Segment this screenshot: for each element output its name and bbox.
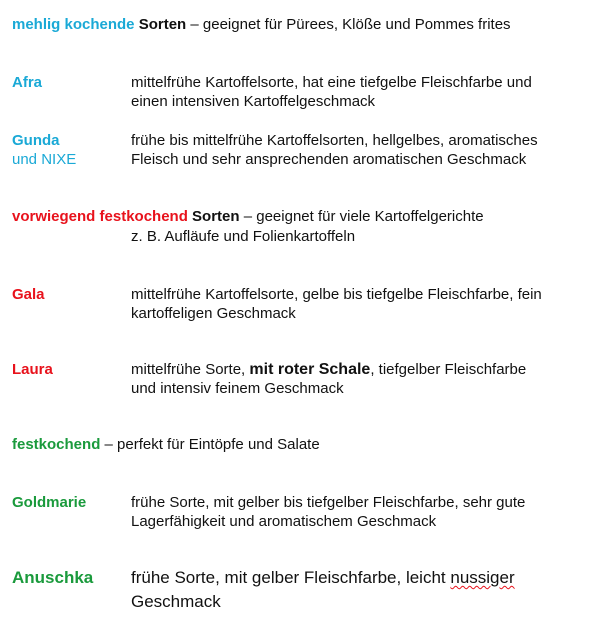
variety-desc-gunda-line2: Fleisch und sehr ansprechenden aromatischen Geschmack <box>131 151 527 168</box>
section-heading-vorwiegend <box>12 207 484 227</box>
variety-name-anuschka: Anuschka <box>12 568 94 587</box>
variety-name-afra: Afra <box>12 74 43 91</box>
sorten-label: Sorten <box>192 208 240 225</box>
variety-desc-gunda-line1: frühe bis mittelfrühe Kartoffelsorten, hellgelbes, aromatisches <box>131 132 538 149</box>
variety-name-laura: Laura <box>12 361 53 378</box>
desc-highlight: mit roter Schale <box>249 361 371 378</box>
variety-name-gunda: Gunda <box>12 132 60 149</box>
variety-desc-goldmarie-line2: Lagerfähigkeit und aromatischem Geschmack <box>131 513 437 530</box>
variety-desc-laura-line2: und intensiv feinem Geschmack <box>131 380 344 397</box>
variety-desc-afra-line1: mittelfrühe Kartoffelsorte, hat eine tiefgelbe Fleischfarbe und <box>131 74 532 91</box>
section-heading-fest <box>12 435 320 455</box>
variety-name-goldmarie: Goldmarie <box>12 494 87 511</box>
category-label: festkochend <box>12 436 101 453</box>
sorten-label: Sorten <box>138 16 187 33</box>
desc-text: mittelfrühe Sorte, <box>131 361 250 378</box>
variety-name-gala: Gala <box>12 286 45 303</box>
category-description: – geeignet für Pürees, Klöße und Pommes frites <box>186 16 511 33</box>
category-description: – geeignet für viele Kartoffelgerichte <box>239 208 484 225</box>
variety-desc-goldmarie-line1: frühe Sorte, mit gelber bis tiefgelber Fleischfarbe, sehr gute <box>131 494 526 511</box>
desc-text: , tiefgelber Fleischfarbe <box>370 361 527 378</box>
variety-desc-laura-line1 <box>131 360 526 380</box>
variety-desc-gala-line2: kartoffeligen Geschmack <box>131 305 296 322</box>
category-label: vorwiegend festkochend <box>12 208 188 225</box>
variety-desc-gala-line1: mittelfrühe Kartoffelsorte, gelbe bis tiefgelbe Fleischfarbe, fein <box>131 286 542 303</box>
variety-desc-afra-line2: einen intensiven Kartoffelgeschmack <box>131 93 376 110</box>
category-description-line2: z. B. Aufläufe und Folienkartoffeln <box>131 228 356 245</box>
category-label: mehlig kochende <box>12 16 135 33</box>
variety-desc-anuschka-line1 <box>131 566 515 590</box>
section-heading-mehlig <box>12 15 511 35</box>
category-description: – perfekt für Eintöpfe und Salate <box>100 436 320 453</box>
variety-desc-anuschka-line2: Geschmack <box>131 592 221 611</box>
spellcheck-word: nussiger <box>450 568 515 587</box>
desc-text: frühe Sorte, mit gelber Fleischfarbe, leicht <box>131 568 451 587</box>
variety-name-nixe: und NIXE <box>12 151 77 168</box>
